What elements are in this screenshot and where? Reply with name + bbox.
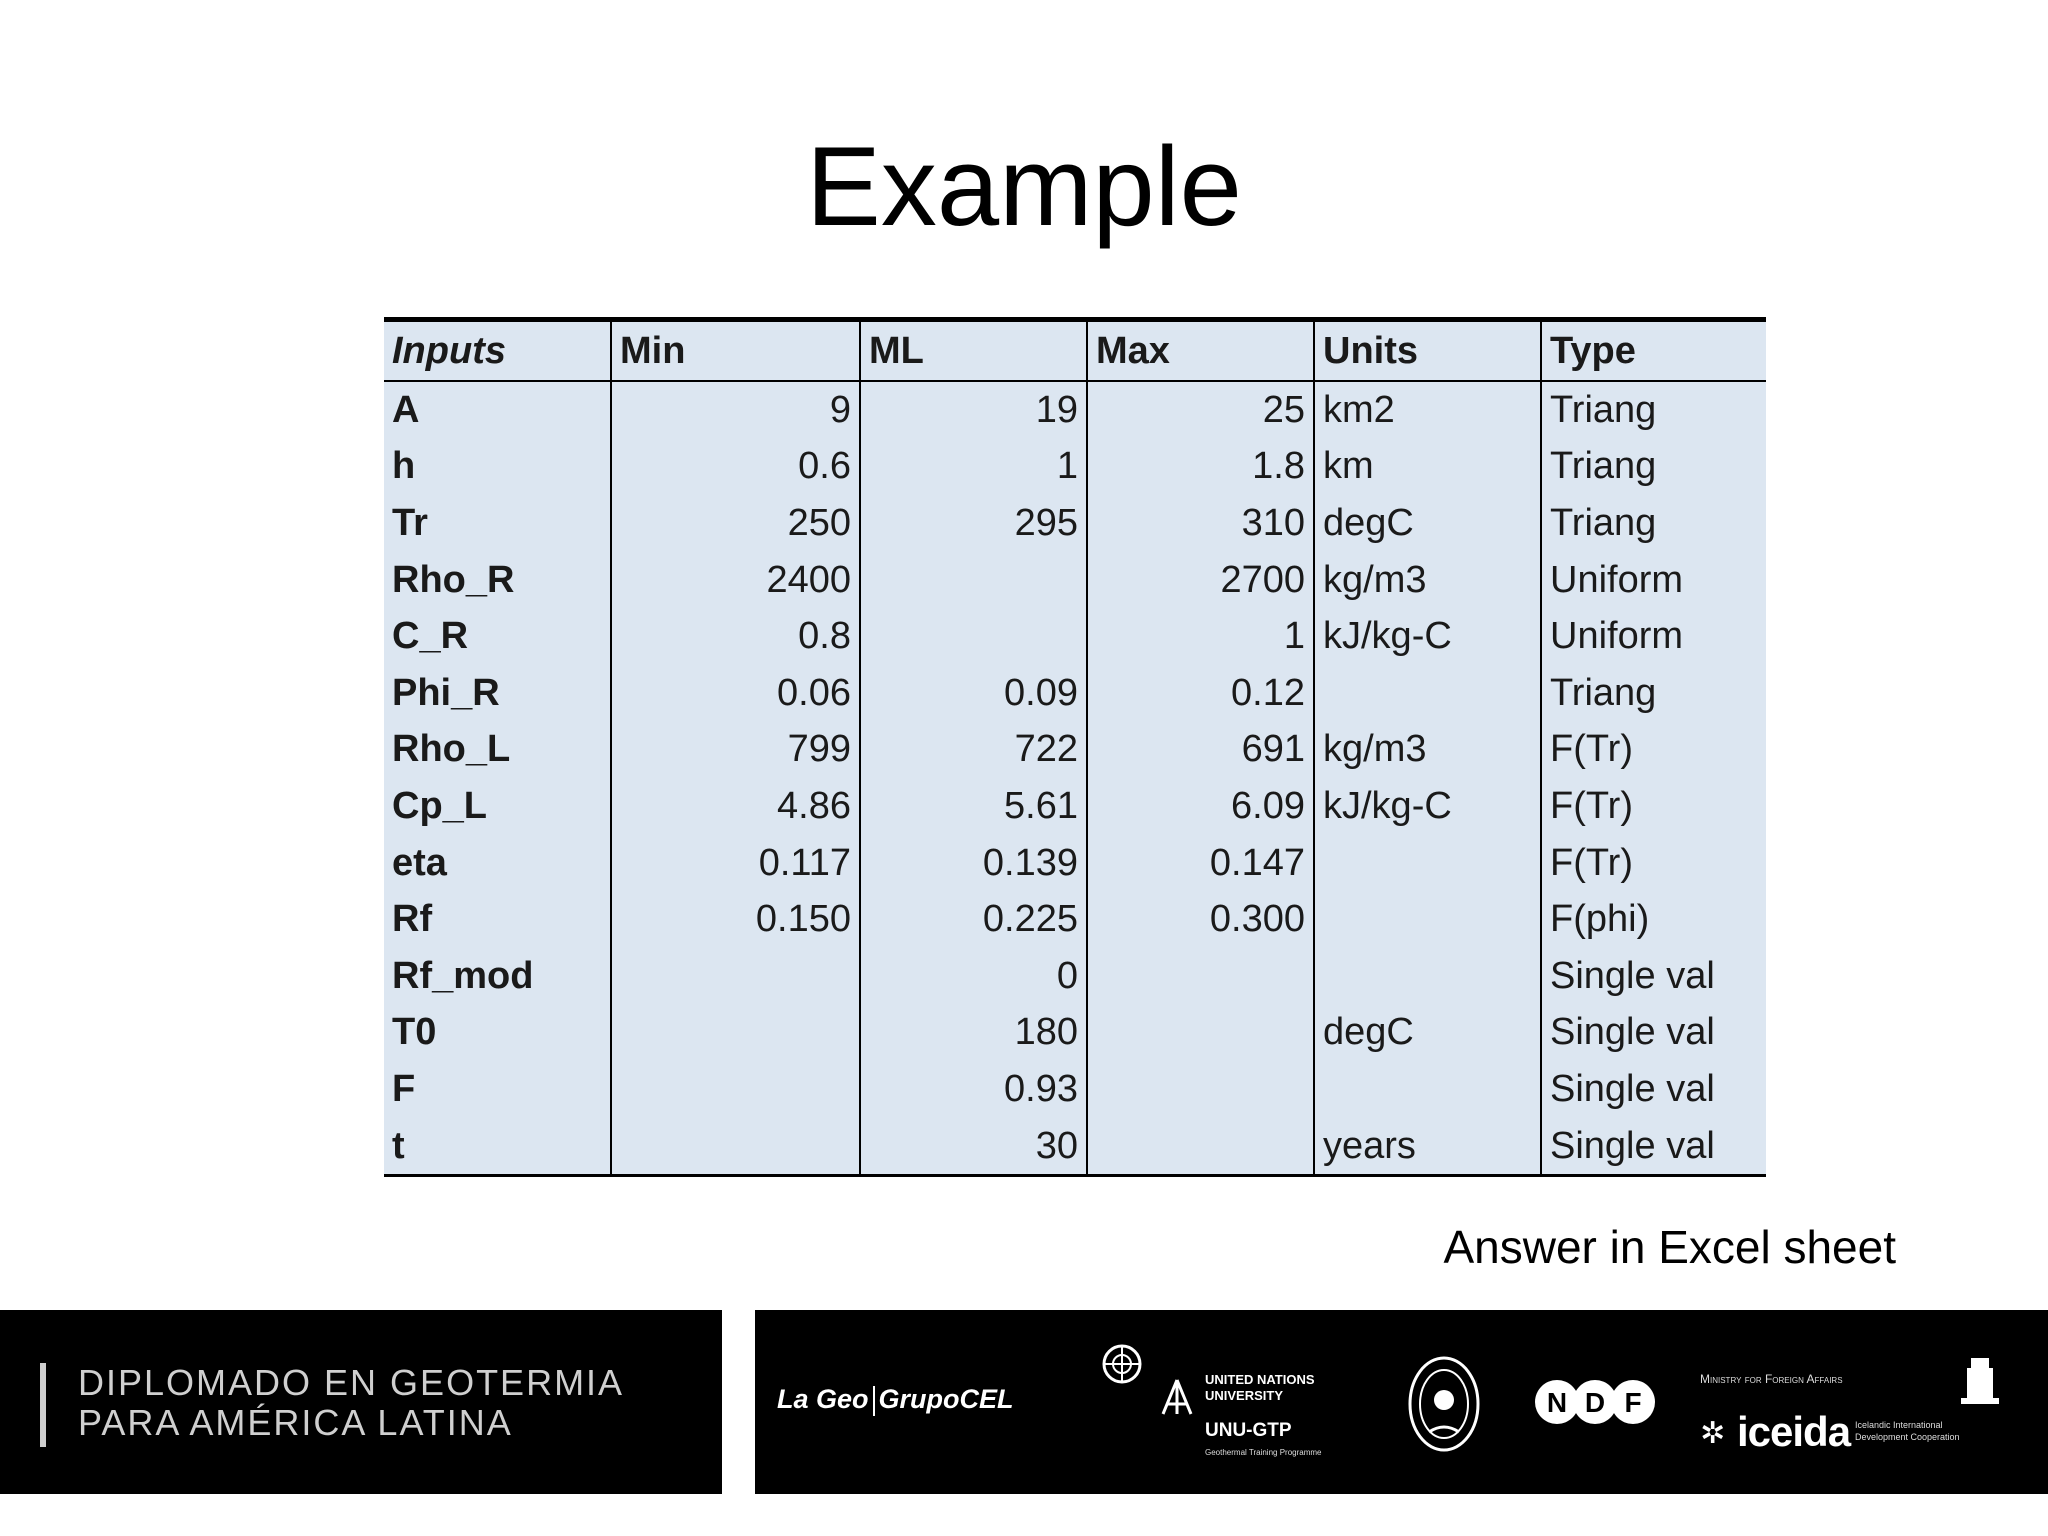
table-row	[384, 439, 1766, 496]
cell-ml: 0.225	[860, 891, 1087, 948]
cell-max: 691	[1087, 722, 1314, 779]
cell-units	[1314, 1061, 1541, 1118]
cell-min: 0.117	[611, 835, 860, 892]
cell-max	[1087, 1005, 1314, 1062]
cell-units	[1314, 948, 1541, 1005]
slide-title: Example	[806, 124, 1242, 249]
cell-units	[1314, 891, 1541, 948]
cell-input: Rf	[392, 898, 433, 941]
cell-min	[611, 1061, 860, 1118]
cell-type: Single val	[1541, 1118, 1766, 1176]
cell-max: 0.147	[1087, 835, 1314, 892]
cell-ml: 5.61	[860, 778, 1087, 835]
cell-units: kJ/kg-C	[1314, 778, 1541, 835]
cell-units: km2	[1314, 381, 1541, 439]
cell-input: Rf_mod	[392, 954, 534, 997]
answer-note: Answer in Excel sheet	[1443, 1221, 1896, 1273]
cell-input: Rho_L	[392, 728, 511, 771]
table-row	[384, 1005, 1766, 1062]
cell-ml	[860, 608, 1087, 665]
table-row	[384, 495, 1766, 552]
cell-type: F(Tr)	[1541, 835, 1766, 892]
cell-type: Triang	[1541, 665, 1766, 722]
cell-units	[1314, 835, 1541, 892]
cell-input: eta	[392, 841, 447, 884]
cell-type: F(Tr)	[1541, 722, 1766, 779]
cell-input: F	[392, 1067, 416, 1110]
program-banner	[0, 1310, 722, 1494]
svg-text:F: F	[1624, 1387, 1642, 1418]
iceida-subtitle-line2: Development Cooperation	[1855, 1431, 1960, 1442]
cell-units: kg/m3	[1314, 552, 1541, 609]
cell-min: 0.6	[611, 439, 860, 496]
table-row	[384, 948, 1766, 1005]
table-row	[384, 665, 1766, 722]
cell-type: F(phi)	[1541, 891, 1766, 948]
cell-input: Phi_R	[392, 671, 500, 714]
svg-text:N: N	[1546, 1387, 1568, 1418]
cell-units: kg/m3	[1314, 722, 1541, 779]
lageo-logo-text: La Geo	[777, 1384, 869, 1414]
cell-input: Tr	[392, 501, 428, 544]
cell-ml: 722	[860, 722, 1087, 779]
table-row	[384, 552, 1766, 609]
university-seal-icon	[1405, 1352, 1483, 1456]
ndf-logo-icon	[1535, 1370, 1655, 1434]
svg-text:D: D	[1584, 1387, 1606, 1418]
cell-ml	[860, 552, 1087, 609]
cell-input: t	[392, 1124, 405, 1167]
cell-input: C_R	[392, 615, 469, 658]
table-row	[384, 608, 1766, 665]
unu-gtp-mark-icon	[1155, 1376, 1199, 1420]
iceida-logo-text: iceida	[1737, 1408, 1851, 1455]
cell-units: kJ/kg-C	[1314, 608, 1541, 665]
cell-ml: 0.93	[860, 1061, 1087, 1118]
cell-max	[1087, 1118, 1314, 1176]
table-row	[384, 835, 1766, 892]
cell-ml: 0.139	[860, 835, 1087, 892]
cell-type: Triang	[1541, 439, 1766, 496]
table-row	[384, 778, 1766, 835]
cell-input: h	[392, 445, 416, 488]
cell-ml: 1	[860, 439, 1087, 496]
cell-input: T0	[392, 1011, 437, 1054]
cell-ml: 19	[860, 381, 1087, 439]
unu-name-line1: UNITED NATIONS	[1205, 1372, 1315, 1387]
un-emblem-icon	[1100, 1342, 1144, 1386]
cell-ml: 295	[860, 495, 1087, 552]
cell-type: Single val	[1541, 1061, 1766, 1118]
cell-type: Triang	[1541, 381, 1766, 439]
cell-units: years	[1314, 1118, 1541, 1176]
cell-max	[1087, 1061, 1314, 1118]
unu-name-line2: UNIVERSITY	[1205, 1387, 1284, 1403]
table-row	[384, 891, 1766, 948]
table-row	[384, 1061, 1766, 1118]
lageo-grupocel-logo	[777, 1384, 1014, 1416]
cell-min: 2400	[611, 552, 860, 609]
iceida-star-icon: ✲	[1700, 1417, 1726, 1450]
cell-type: Single val	[1541, 948, 1766, 1005]
cell-units: degC	[1314, 1005, 1541, 1062]
ministry-foreign-affairs-label: Ministry for Foreign Affairs	[1700, 1372, 1843, 1386]
cell-units: degC	[1314, 495, 1541, 552]
cell-ml: 30	[860, 1118, 1087, 1176]
cell-max: 1	[1087, 608, 1314, 665]
cell-input: Rho_R	[392, 558, 515, 601]
cell-min	[611, 1118, 860, 1176]
grupocel-logo-text: GrupoCEL	[878, 1384, 1014, 1414]
inputs-table	[384, 317, 1766, 1177]
table-row	[384, 1118, 1766, 1176]
cell-max: 310	[1087, 495, 1314, 552]
partner-logos-banner	[755, 1310, 2048, 1494]
cell-max: 6.09	[1087, 778, 1314, 835]
cell-min: 0.150	[611, 891, 860, 948]
cell-max	[1087, 948, 1314, 1005]
cell-units: km	[1314, 439, 1541, 496]
cell-min: 0.8	[611, 608, 860, 665]
logo-separator	[873, 1386, 875, 1416]
iceida-subtitle-line1: Icelandic International	[1855, 1420, 1943, 1430]
iceland-crest-icon	[1955, 1354, 2005, 1406]
cell-type: Single val	[1541, 1005, 1766, 1062]
cell-max: 1.8	[1087, 439, 1314, 496]
cell-input: Cp_L	[392, 784, 487, 827]
table-body	[384, 381, 1766, 1176]
cell-min: 0.06	[611, 665, 860, 722]
cell-min: 4.86	[611, 778, 860, 835]
table-row	[384, 722, 1766, 779]
cell-max: 2700	[1087, 552, 1314, 609]
table-row	[384, 381, 1766, 439]
cell-type: F(Tr)	[1541, 778, 1766, 835]
cell-type: Triang	[1541, 495, 1766, 552]
unu-gtp-label: UNU-GTP	[1205, 1420, 1292, 1441]
cell-min	[611, 1005, 860, 1062]
column-header-units: Units	[1314, 320, 1541, 382]
cell-min: 250	[611, 495, 860, 552]
cell-ml: 0	[860, 948, 1087, 1005]
cell-min: 9	[611, 381, 860, 439]
table-header-row	[384, 320, 1766, 382]
cell-units	[1314, 665, 1541, 722]
column-header-min: Min	[611, 320, 860, 382]
cell-type: Uniform	[1541, 608, 1766, 665]
cell-min: 799	[611, 722, 860, 779]
cell-ml: 180	[860, 1005, 1087, 1062]
unu-name	[1205, 1372, 1315, 1403]
cell-max: 25	[1087, 381, 1314, 439]
column-header-ml: ML	[860, 320, 1087, 382]
iceida-subtitle	[1855, 1420, 1960, 1443]
cell-input: A	[392, 388, 420, 431]
cell-type: Uniform	[1541, 552, 1766, 609]
banner-divider	[40, 1363, 46, 1447]
program-name-line2: PARA AMÉRICA LATINA	[78, 1402, 513, 1443]
unu-gtp-subtitle: Geothermal Training Programme	[1205, 1448, 1322, 1457]
program-name-line1: DIPLOMADO EN GEOTERMIA	[78, 1362, 625, 1403]
cell-max: 0.12	[1087, 665, 1314, 722]
cell-max: 0.300	[1087, 891, 1314, 948]
column-header-inputs: Inputs	[384, 320, 611, 382]
column-header-type: Type	[1541, 320, 1766, 382]
column-header-max: Max	[1087, 320, 1314, 382]
cell-min	[611, 948, 860, 1005]
cell-ml: 0.09	[860, 665, 1087, 722]
